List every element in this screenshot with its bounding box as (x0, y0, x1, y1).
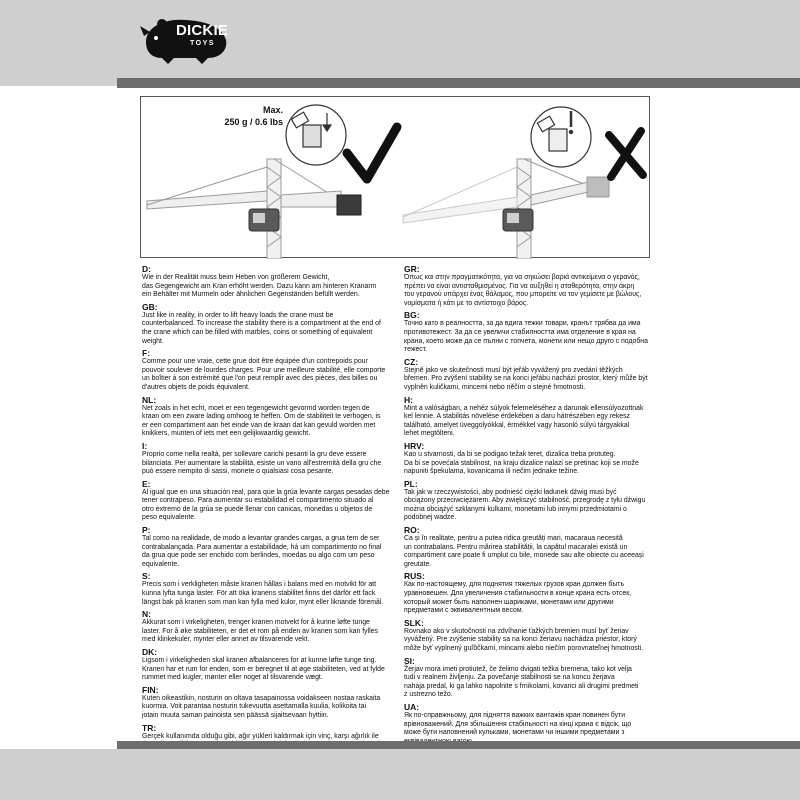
instruction-text: Tak jak w rzeczywistości, aby podnieść ciężki ładunek dźwig musi być obciążony przeciwciężarem. Aby zwiększyć stabilność, przegrodę z tyłu dźwigu można obciążyć szklanymi kulkami, monetami lub innymi przedmiotami o podobnej wadze. (404, 488, 646, 522)
instruction-text: Kao u stvarnosti, da bi se podigao težak teret, dizalica treba protuteg. Da bi se povećala stabilnost, na kraju dizalice nalazi se pretinac koji se može napuniti špekulama, kovanicama ili nečim jednake težine. (404, 450, 639, 476)
instruction-entry (142, 441, 396, 477)
instruction-entry (142, 525, 396, 569)
language-code: E: (142, 478, 151, 489)
instruction-entry (404, 479, 654, 523)
instruction-entry (142, 571, 396, 607)
language-code: NL: (142, 394, 157, 405)
header-rule (117, 78, 800, 88)
language-code: TR: (142, 722, 157, 733)
instruction-text: Precis som i verkligheten måste kranen hållas i balans med en motvikt för att kunna lyfta tunga laster. För att öka kranens stabilitet finns det därför ett fack längst bak på kranen som man kan fylla med kulor, mynt eller liknande föremål. (142, 581, 384, 606)
language-code: DK: (142, 647, 158, 657)
instruction-entry (142, 479, 396, 523)
language-code: H: (404, 394, 413, 405)
instruction-entry (142, 395, 396, 439)
language-code: HRV: (404, 440, 425, 451)
instruction-text: Tal como na realidade, de modo a levantar grandes cargas, a grua tem de ser contrabalançada. Para aumentar a estabilidade, há um compartimento no final da grua que pode ser enchido com berlindes, moedas ou algo com um peso equivalente. (142, 535, 382, 568)
instruction-entry (404, 395, 654, 439)
instruction-text: Comme pour une vraie, cette grue doit être équipée d'un contrepoids pour pouvoir soulever de lourdes charges. Pour une meilleure stabilité, elle comporte un boîtier à son extrémité que l'on peut remplir avec des pièces, des billes ou d'autres objets de poids équivalent. (142, 358, 386, 391)
instruction-text: Как по-настоящему, для поднятия тяжелых грузов кран должен быть уравновешен. Для увеличения стабильности в конце крана есть отсек, который может быть наполнен шариками, монетами или другими предметами с эквивалентным весом. (404, 581, 632, 615)
instruction-text: Net zoals in het echt, moet er een tegengewicht gevormd worden tegen de kraan om een zware lading omhoog te heffen. Om de stabiliteit te verhogen, is er een compartiment aan het einde van de kraan dat kan gevuld worden met knikkers, munten of iets met een gelijkwaardig gewicht. (142, 404, 381, 438)
dickie-rhino-logo-icon (140, 12, 230, 68)
instruction-text: Mint a valóságban, a nehéz súlyok felemeléséhez a darunak ellensúlyozottnak kel lennie. A stabilitás növelése érdekében a daru hátrészében egy rekesz található, amelyet üveggolyókkal, érmékkel vagy hasonló súlyú tárgyakkal lehet megtölteni. (404, 404, 644, 438)
language-code: UA: (404, 701, 420, 712)
language-code: BG: (404, 310, 420, 321)
instruction-text: Stejně jako ve skutečnosti musí být jeřáb vyvážený pro zvedání těžkých břemen. Pro zvýšení stability se na konci jeřábu nachází prostor, který může být vyplněn kuličkami, mincemi nebo něčím o stejné hmotnosti. (404, 366, 648, 391)
language-code: D: (142, 264, 151, 274)
instruction-entry (142, 609, 396, 645)
instruction-entry (404, 525, 654, 569)
max-weight-title: Max. (262, 105, 283, 115)
instruction-text: Όπως και στην πραγματικότητα, για να σηκώσει βαριά αντικείμενα ο γερανός, πρέπει να είναι αντισταθμισμένος. Για να αυξηθεί η σταθερότητα, στην άκρη του γερανού υπάρχει ένας θάλαμος, που μπορείτε να τον γεμίσετε με βώλους, νομίσματα ή κάτι με το αντίστοιχο βάρος. (404, 274, 642, 307)
language-code: FIN: (142, 684, 159, 695)
instruction-text: Proprio come nella realtà, per sollevare carichi pesanti la gru deve essere bilanciata. Per aumentare la stabilità, esiste un vano all'estremità della gru che può essere riempito di sassi, monete o qualsiasi cosa pesante. (142, 450, 382, 476)
footer-band (0, 749, 800, 800)
instructions-column-left (142, 264, 396, 769)
crane-left-correct (147, 159, 361, 259)
max-weight-label (203, 104, 283, 128)
instruction-text: Точно като в реалността, за да вдига тежки товари, кранът трябва да има противотежест. За да се увеличи стабилността има отделение в края на крана, което може да се пълни с топчета, монети или нещо друго с подобна тежест. (404, 320, 648, 354)
language-code: RUS: (404, 571, 425, 582)
language-code: P: (142, 525, 151, 536)
language-code: N: (142, 609, 151, 620)
instruction-text: Ca și în realitate, pentru a putea ridica greutăți mari, macaraua necesită un contrabalans. Pentru mărirea stabilității, la capătul macaralei există un compartiment care poate fi umplut cu bile, monede sau alte obiecte cu aceeași greutate. (404, 535, 644, 568)
crane-right-incorrect (403, 159, 609, 259)
brand-name: DICKIE (176, 22, 229, 39)
brand-sub: TOYS (190, 40, 215, 47)
language-code: I: (142, 440, 148, 451)
instruction-entry (404, 702, 654, 746)
marble-box-right-icon (531, 107, 591, 167)
instruction-entry (404, 441, 654, 477)
instruction-text: Al igual que en una situación real, para que la grúa levante cargas pesadas debe tener contrapeso. Para aumentar su estabilidad el compartimento situado al otro extremo de la grúa se puede llenar con canicas, monedas u objetos de peso equivalente. (142, 488, 390, 522)
language-code: GB: (142, 301, 158, 312)
instruction-text: Žerjav mora imeti protiutež, če želimo dvigati težka bremena, tako kot velja tudi v realnem življenju. Za povečanje stabilnosti se na koncu žerjava nahaja predal, ki ga lahko napolnite s frnikolami, kovanci ali drugimi predmeti z ustrezno težo. (404, 665, 639, 699)
language-code: F: (142, 348, 151, 359)
instruction-entry (404, 310, 654, 354)
instruction-text: Just like in reality, in order to lift heavy loads the crane must be counterbalanced. To increase the stability there is a compartment at the end of the crane which can be filled with marbles, coins or something of equivalent weight. (142, 311, 381, 345)
language-code: GR: (404, 264, 420, 274)
instruction-text: Wie in der Realität muss beim Heben von größerem Gewicht, das Gegengewicht am Kran erhöht werden. Dazu kann am hinteren Kranarm ein Behälter mit Murmeln oder ähnlichen Gegenständen befüllt werden. (142, 274, 377, 299)
instruction-entry (404, 357, 654, 393)
language-code: S: (142, 571, 151, 582)
marble-box-left-icon (286, 105, 346, 165)
checkmark-icon (347, 127, 397, 179)
instruction-text: Rovnako ako v skutočnosti na zdvíhanie ťažkých bremien musí byť žeriav vyvážený. Pre zvýšenie stability sa na konci žeriavu nachádza priestor, ktorý môže byť vyplnený guľôčkami, mincami alebo niečím porovnateľnej hmotnosti. (404, 627, 644, 652)
instruction-entry (142, 685, 396, 721)
instruction-text: Як по-справжньому, для підняття важких вантажів кран повинен бути врівноважений. Для збільшення стабільності на кінці крана є відсік, що може бути наповнений кульками, монетами чи іншими предметами з (404, 711, 632, 737)
instruction-entry (142, 348, 396, 392)
instruction-text: Gerçek kullanımda olduğu gibi, ağır yükleri kaldırmak için vinç, karşı ağırlık ile (142, 732, 379, 740)
header-band (0, 0, 800, 86)
language-code: SI: (404, 655, 415, 666)
instruction-text: Ligsom i virkeligheden skal kranen afbalanceres for at kunne løfte tunge ting. Kranen har et rum for enden, som er beregnet til at øge stabiliteten, ved at fylde rummet med kugler, mønter eller noget af tilsvarende vægt. (142, 657, 385, 682)
language-code: RO: (404, 525, 420, 536)
language-code: SLK: (404, 617, 424, 628)
max-weight-value: 250 g / 0.6 lbs (224, 117, 283, 127)
instruction-entry (142, 264, 396, 300)
instruction-entry (404, 618, 654, 654)
instruction-entry (404, 656, 654, 700)
instruction-entry (404, 264, 654, 308)
instruction-entry (142, 647, 396, 683)
instruction-entry (142, 302, 396, 346)
footer-rule (117, 741, 800, 749)
instructions-column-right (404, 264, 654, 748)
language-code: CZ: (404, 356, 419, 367)
instruction-text: Akkurat som i virkeligheten, trenger kranen motvekt for å kunne løfte tunge laster. For å øke stabiliteten, er det et rom på enden av kranen som kan fylles med klinkekuler, mynter eller annet av tilsvarende vekt. (142, 619, 378, 644)
instruction-text: Kuten oikeastikin, nosturin on oltava tasapainossa voidakseen nostaa raskaita kuormia. Voit parantaa nosturin tukevuutta asettamalla kuulia, kolikoita tai jotain muuta saman painoista sen päässä sijaitsevaan hyttiin. (142, 694, 381, 719)
cross-icon (609, 131, 643, 177)
instruction-entry (404, 571, 654, 615)
language-code: PL: (404, 478, 418, 489)
